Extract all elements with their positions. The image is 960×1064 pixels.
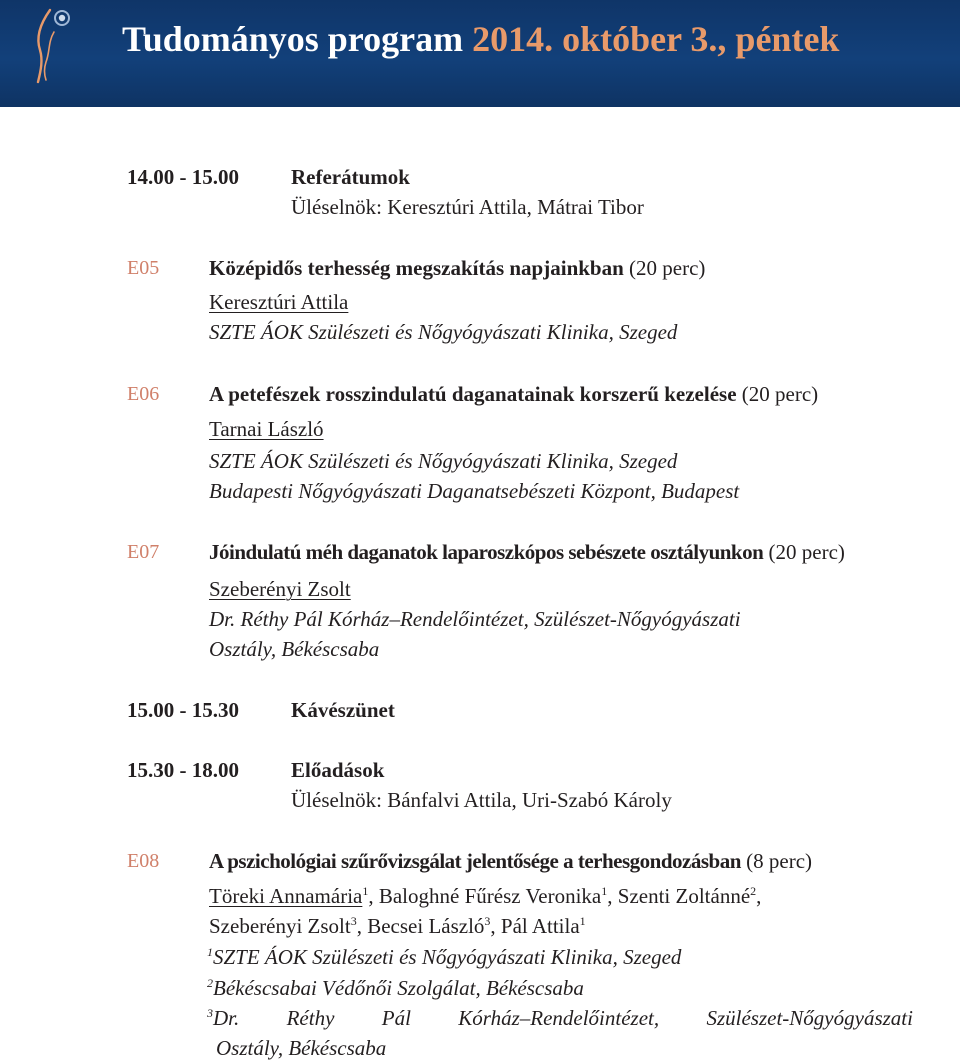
author-name: , Szenti Zoltánné — [607, 884, 751, 908]
talk-duration: (20 perc) — [741, 382, 819, 406]
talk-affiliation: Dr. Réthy Pál Kórház–Rendelőintézet, Szülészet-Nőgyógyászati — [209, 607, 741, 631]
figure-logo-icon — [32, 4, 76, 86]
talk-title-line — [209, 847, 812, 875]
talk-affiliation — [207, 974, 584, 1005]
talk-presenter: Keresztúri Attila — [209, 290, 349, 314]
affil-number: 3 — [207, 1006, 213, 1020]
talk-affiliation — [207, 1004, 913, 1035]
session-chairs: Üléselnök: Bánfalvi Attila, Uri-Szabó Károly — [291, 788, 672, 812]
affil-text: SZTE ÁOK Szülészeti és Nőgyógyászati Klinika, Szeged — [213, 945, 682, 969]
title-main: Tudományos program — [122, 19, 464, 59]
affil-word — [207, 1004, 239, 1035]
session-title: Kávészünet — [291, 698, 395, 722]
affil-word: Szülészet-Nőgyógyászati — [706, 1006, 913, 1030]
title-date: 2014. október 3., péntek — [472, 19, 840, 59]
talk-presenter: Tarnai László — [209, 417, 324, 441]
talk-code: E07 — [127, 541, 160, 563]
session-title: Referátumok — [291, 165, 410, 189]
talk-affiliation — [207, 943, 681, 974]
author-affil-ref: 1 — [601, 884, 608, 898]
author-name: , Baloghné Fűrész Veronika — [368, 884, 602, 908]
author-name: , Becsei László — [356, 914, 485, 938]
author-affil-ref: 3 — [350, 914, 357, 928]
talk-title: Középidős terhesség megszakítás napjainkban — [209, 256, 624, 280]
author-affil-ref: 1 — [579, 914, 586, 928]
affil-word: Réthy — [286, 1006, 335, 1030]
talk-code: E06 — [127, 383, 160, 405]
talk-affiliation: Osztály, Békéscsaba — [209, 637, 380, 661]
header-banner — [0, 0, 960, 107]
affil-text: Békéscsabai Védőnői Szolgálat, Békéscsaba — [213, 976, 584, 1000]
talk-title-line — [209, 538, 845, 566]
affil-number: 1 — [207, 945, 213, 959]
talk-title-line — [209, 254, 705, 282]
affil-number: 2 — [207, 976, 213, 990]
page-title — [122, 16, 839, 62]
author-name: , Pál Attila — [490, 914, 580, 938]
talk-duration: (20 perc) — [629, 256, 706, 280]
session-title: Előadások — [291, 758, 385, 782]
talk-affiliation: Budapesti Nőgyógyászati Daganatsebészeti Központ, Budapest — [209, 479, 740, 503]
affil-word-text: Dr. — [213, 1006, 240, 1030]
author-list — [209, 912, 586, 940]
session-chairs: Üléselnök: Keresztúri Attila, Mátrai Tibor — [291, 195, 644, 219]
session-time: 15.00 - 15.30 — [127, 698, 239, 722]
session-time: 15.30 - 18.00 — [127, 758, 239, 782]
talk-presenter: Szeberényi Zsolt — [209, 577, 351, 601]
author-affil-ref: 2 — [750, 884, 757, 898]
talk-title: Jóindulatú méh daganatok laparoszkópos sebészete osztályunkon — [209, 540, 764, 564]
talk-affiliation: SZTE ÁOK Szülészeti és Nőgyógyászati Klinika, Szeged — [209, 449, 678, 473]
author-affil-ref: 3 — [484, 914, 491, 928]
talk-code: E05 — [127, 257, 160, 279]
talk-title-line — [209, 380, 818, 408]
talk-code: E08 — [127, 850, 160, 872]
talk-affiliation: Osztály, Békéscsaba — [216, 1036, 387, 1060]
author-affil-ref: 1 — [362, 884, 369, 898]
talk-affiliation: SZTE ÁOK Szülészeti és Nőgyógyászati Klinika, Szeged — [209, 320, 678, 344]
talk-duration: (8 perc) — [746, 849, 813, 873]
session-time: 14.00 - 15.00 — [127, 165, 239, 189]
affil-word: Pál — [381, 1006, 411, 1030]
affil-word: Kórház–Rendelőintézet, — [458, 1006, 660, 1030]
author-separator: , — [756, 884, 762, 908]
author-name: Szeberényi Zsolt — [209, 914, 351, 938]
author-name: Töreki Annamária — [209, 884, 363, 908]
talk-title: A petefészek rosszindulatú daganatainak korszerű kezelése — [209, 382, 737, 406]
author-list — [209, 882, 761, 910]
talk-duration: (20 perc) — [768, 540, 845, 564]
talk-title: A pszichológiai szűrővizsgálat jelentősége a terhesgondozásban — [209, 849, 741, 873]
